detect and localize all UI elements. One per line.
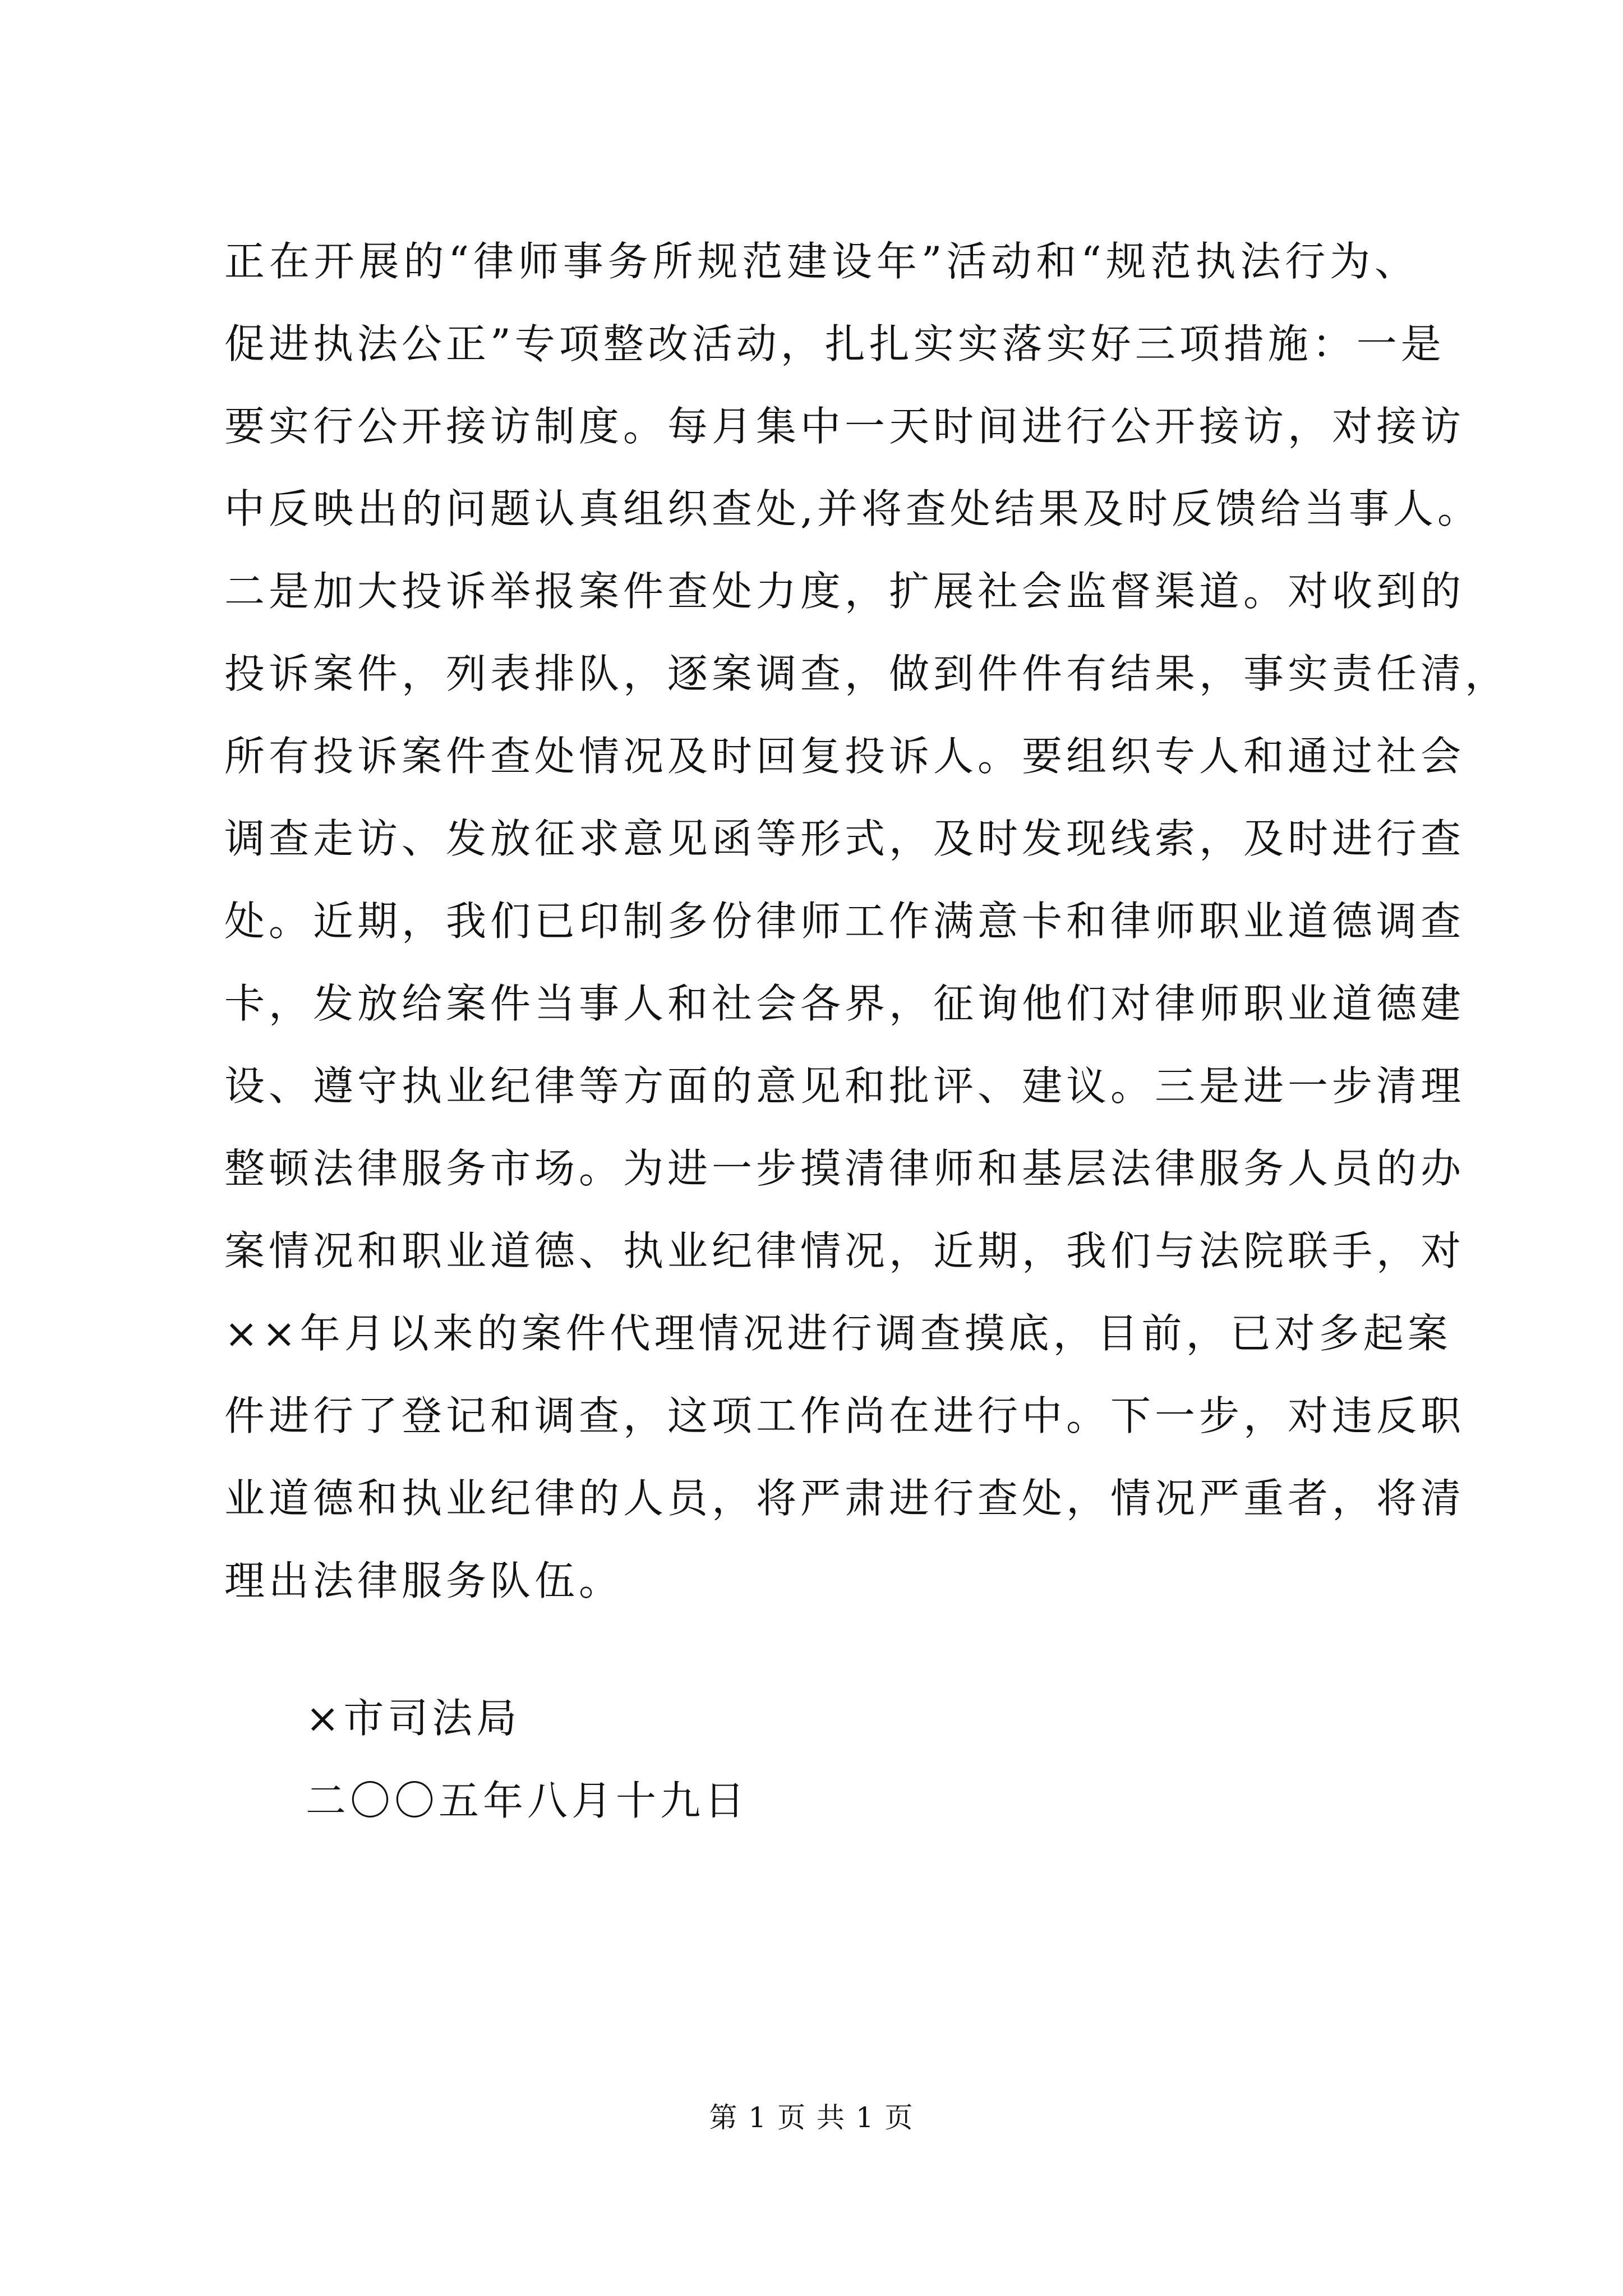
text-line-12: 整顿法律服务市场。为进一步摸清律师和基层法律服务人员的办: [224, 1145, 1465, 1192]
body-paragraph: [224, 220, 1510, 1622]
text-line-17: 理出法律服务队伍。: [224, 1557, 624, 1604]
text-line-13: 案情况和职业道德、执业纪律情况，近期，我们与法院联手，对: [224, 1227, 1465, 1274]
text-line-11: 设、遵守执业纪律等方面的意见和批评、建议。三是进一步清理: [224, 1062, 1465, 1110]
signature-organization: ×市司法局: [306, 1695, 521, 1742]
text-line-14: ××年月以来的案件代理情况进行调查摸底，目前，已对多起案: [224, 1310, 1452, 1357]
text-line-5: 二是加大投诉举报案件查处力度，扩展社会监督渠道。对收到的: [224, 568, 1465, 615]
text-line-2: 促进执法公正”专项整改活动，扎扎实实落实好三项措施：一是: [224, 320, 1445, 367]
text-line-1: 正在开展的“律师事务所规范建设年”活动和“规范执法行为、: [224, 238, 1419, 285]
page-number-footer: 第 1 页 共 1 页: [709, 2101, 914, 2134]
signature-date: 二〇〇五年八月十九日: [306, 1777, 749, 1824]
text-line-6: 投诉案件，列表排队，逐案调查，做到件件有结果，事实责任清，: [224, 650, 1510, 697]
text-line-3: 要实行公开接访制度。每月集中一天时间进行公开接访，对接访: [224, 403, 1465, 450]
text-line-10: 卡，发放给案件当事人和社会各界，征询他们对律师职业道德建: [224, 980, 1465, 1027]
text-line-16: 业道德和执业纪律的人员，将严肃进行查处，情况严重者，将清: [224, 1475, 1465, 1522]
signature-block: [306, 1677, 749, 1842]
text-line-15: 件进行了登记和调查，这项工作尚在进行中。下一步，对违反职: [224, 1392, 1465, 1439]
text-line-9: 处。近期，我们已印制多份律师工作满意卡和律师职业道德调查: [224, 898, 1465, 945]
text-line-7: 所有投诉案件查处情况及时回复投诉人。要组织专人和通过社会: [224, 733, 1465, 780]
text-line-4: 中反映出的问题认真组织查处,并将查处结果及时反馈给当事人。: [224, 485, 1482, 532]
text-line-8: 调查走访、发放征求意见函等形式，及时发现线索，及时进行查: [224, 815, 1465, 862]
